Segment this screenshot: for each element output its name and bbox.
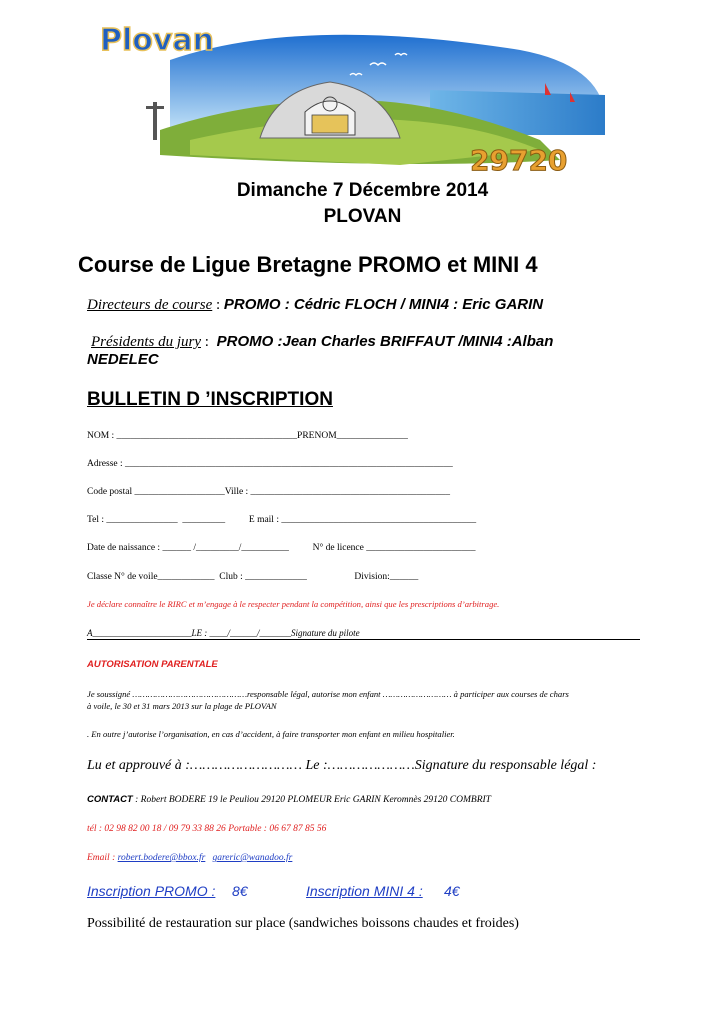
- catering-note: Possibilité de restauration sur place (sandwiches boissons chaudes et froides): [87, 916, 519, 931]
- jury-label: Présidents du jury: [91, 334, 201, 350]
- separator-line: [87, 639, 640, 640]
- plovan-logo-text: Plovan: [100, 23, 215, 58]
- tel-label: tél :: [87, 824, 105, 834]
- plovan-header-illustration: [100, 20, 610, 180]
- parental-text-line3: . En outre j’autorise l’organisation, en cas d’accident, à faire transporter mon enfant en milieu hospitalier.: [87, 729, 455, 739]
- promo-fee-price: 8€: [232, 883, 248, 899]
- declaration-text: Je déclare connaître le RIRC et m’engage à le respecter pendant la compétition, ainsi que les prescriptions d’arbitrage.: [87, 599, 500, 609]
- bulletin-heading: BULLETIN D ’INSCRIPTION: [87, 389, 333, 410]
- jury-value-line1: PROMO :Jean Charles BRIFFAUT /MINI4 :Alban: [216, 333, 554, 350]
- email-label: Email :: [87, 853, 118, 863]
- tel-numbers[interactable]: 02 98 82 00 18 / 09 79 33 88 26: [104, 824, 226, 834]
- directors-label: Directeurs de course: [87, 297, 213, 313]
- directors-value: PROMO : Cédric FLOCH / MINI4 : Eric GARIN: [223, 296, 544, 313]
- nom-prenom-field[interactable]: NOM : ______________________________________PRENOM_______________: [87, 431, 408, 441]
- adresse-field[interactable]: Adresse : _____________________________________________________________________: [87, 459, 453, 469]
- tel-email-field[interactable]: Tel : _______________ _________ E mail : _________________________________________: [87, 515, 477, 525]
- portable-label: Portable :: [225, 824, 270, 834]
- phone-line: [87, 824, 326, 834]
- parental-heading: AUTORISATION PARENTALE: [87, 659, 218, 670]
- event-date: Dimanche 7 Décembre 2014: [236, 180, 489, 201]
- email-line: [87, 853, 292, 863]
- jury-line: [87, 333, 553, 351]
- naissance-licence-field[interactable]: Date de naissance : ______ /_________/__________ N° de licence _______________________: [87, 543, 476, 553]
- directors-line: [87, 296, 543, 314]
- directors-sep: :: [212, 297, 224, 313]
- event-place: PLOVAN: [323, 206, 402, 227]
- jury-value-line2: NEDELEC: [87, 351, 159, 368]
- code-postal-ville-field[interactable]: Code postal ___________________Ville : __________________________________________: [87, 487, 451, 497]
- contact-text: : Robert BODERE 19 le Peuliou 29120 PLOMEUR Eric GARIN Keromnès 29120 COMBRIT: [132, 795, 491, 805]
- contact-label: CONTACT: [87, 794, 133, 805]
- mini-fee-label: Inscription MINI 4 :: [306, 883, 423, 899]
- voile-club-division-field[interactable]: Classe N° de voile____________ Club : _____________ Division:______: [87, 572, 419, 582]
- parental-text-line1: Je soussigné ………………………………………responsable légal, autorise mon enfant ……………………… à participer aux courses de chars: [87, 689, 569, 699]
- pilot-signature-line[interactable]: A______________________LE : ____/______/_______Signature du pilote: [87, 628, 360, 638]
- jury-sep: :: [201, 334, 213, 350]
- mini-fee-price: 4€: [444, 883, 460, 899]
- contact-line: [87, 794, 491, 805]
- email-link-eric[interactable]: gareric@wanadoo.fr: [212, 853, 293, 863]
- event-title: Course de Ligue Bretagne PROMO et MINI 4: [78, 252, 538, 277]
- postcode-logo-text: 29720: [470, 144, 568, 177]
- portable-number[interactable]: 06 67 87 85 56: [269, 824, 327, 834]
- parental-text-line2: à voile, le 30 et 31 mars 2013 sur la plage de PLOVAN: [87, 701, 277, 711]
- approval-line: Lu et approuvé à :……………………… Le :…………………Signature du responsable légal :: [87, 758, 597, 773]
- email-link-robert[interactable]: robert.bodere@bbox.fr: [117, 853, 206, 863]
- promo-fee-label: Inscription PROMO :: [87, 883, 216, 899]
